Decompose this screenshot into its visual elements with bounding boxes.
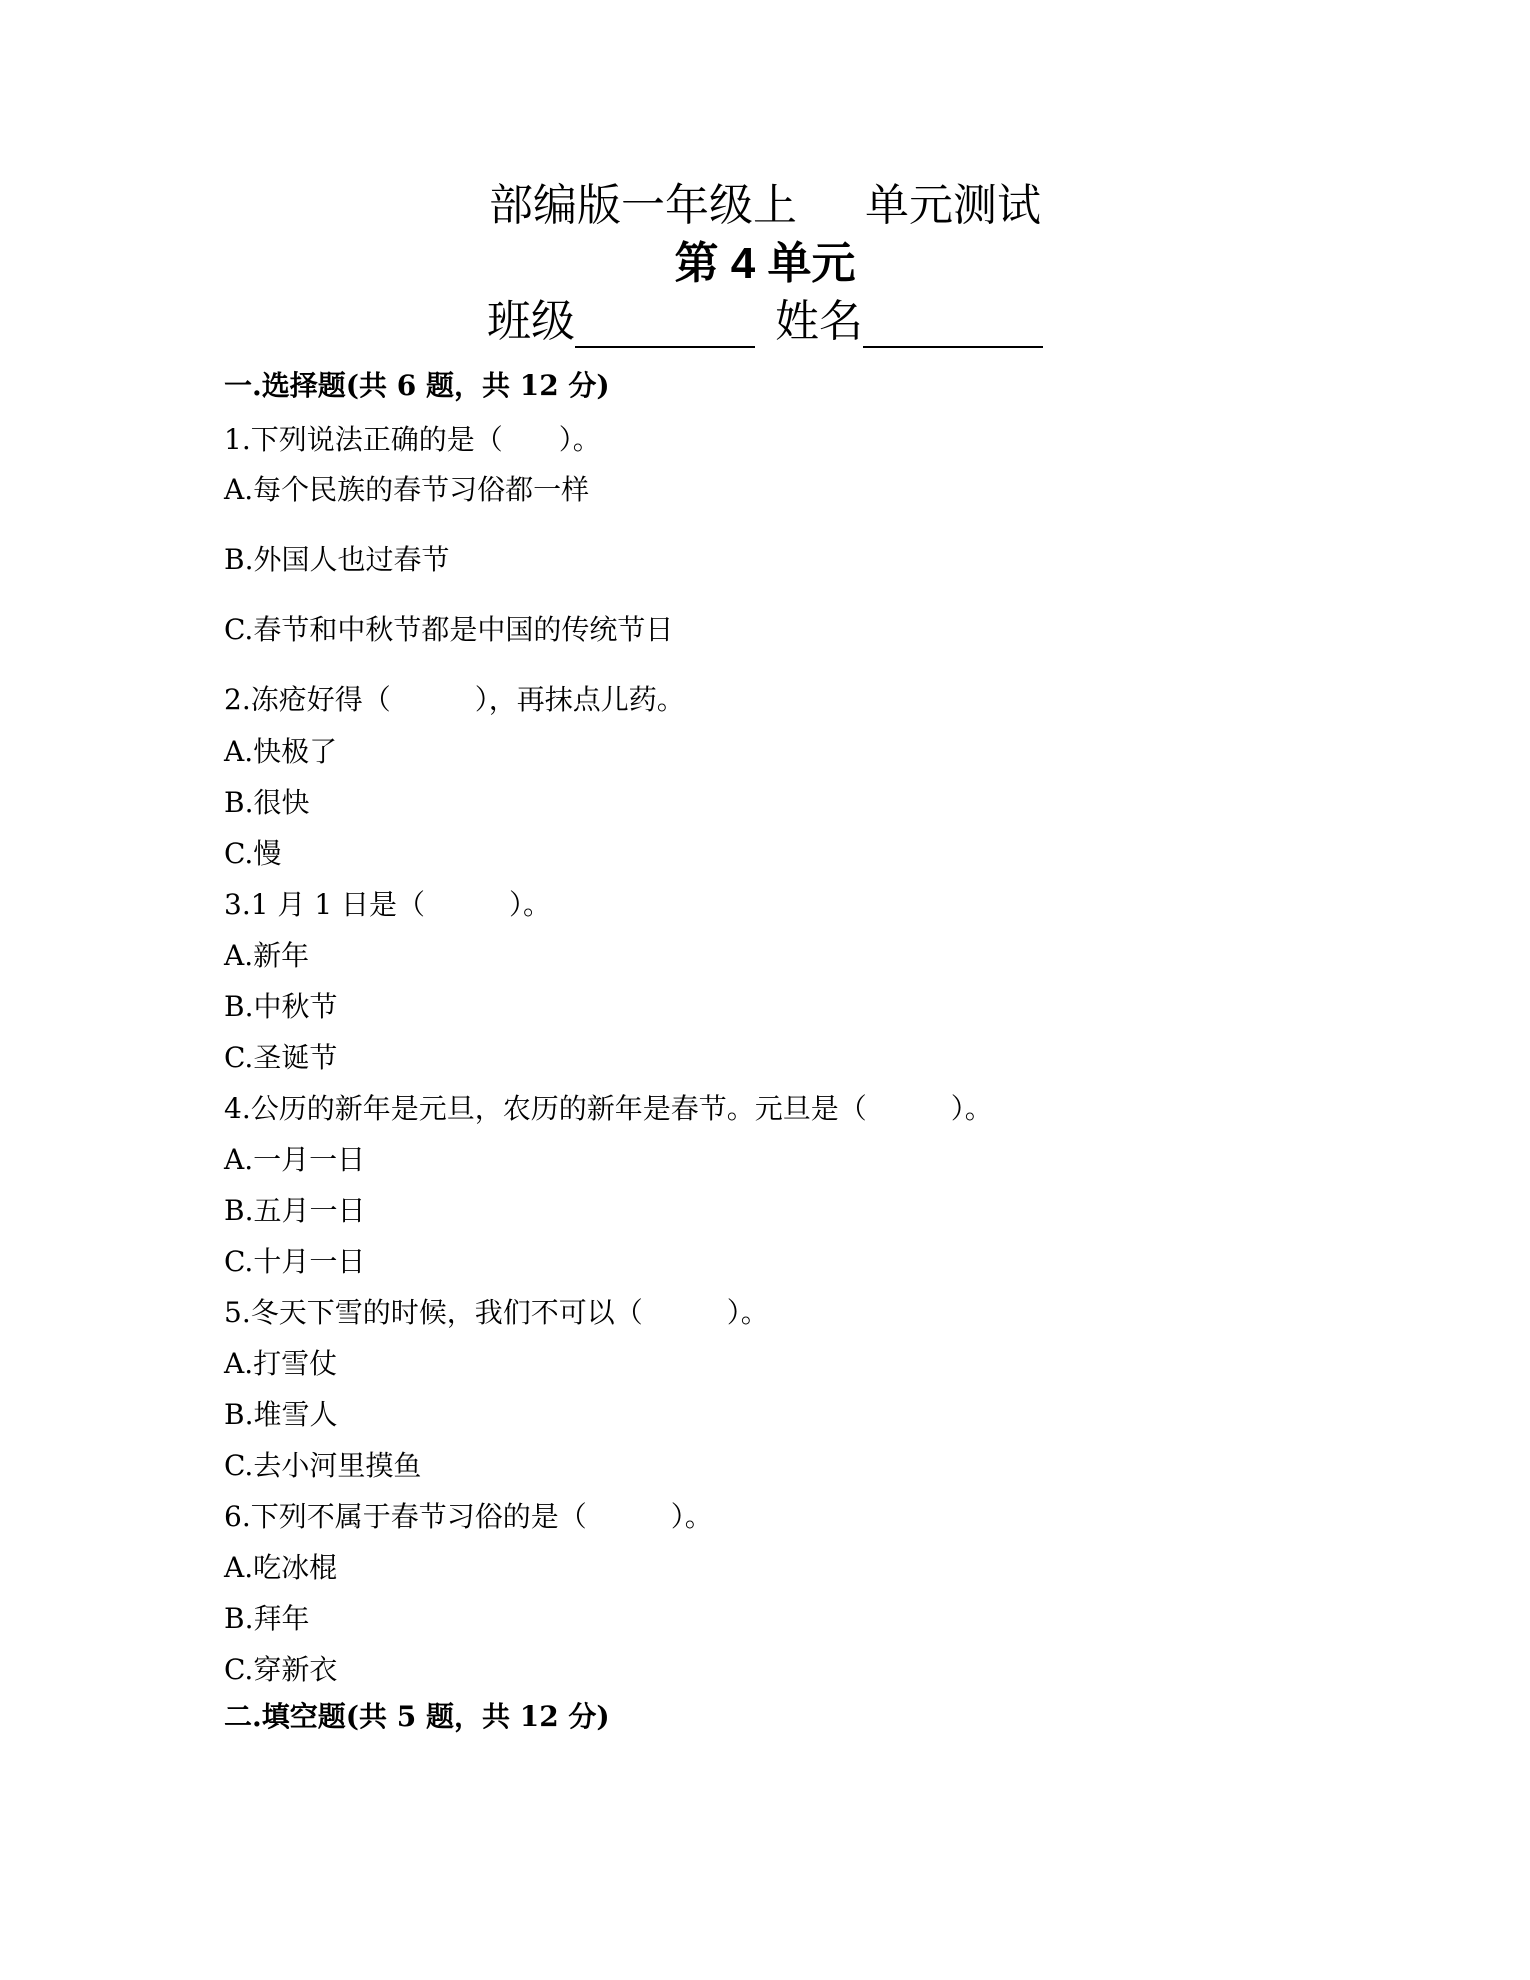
name-label: 姓名 bbox=[775, 296, 863, 347]
question-option: B.外国人也过春节 bbox=[224, 543, 450, 576]
question-option: A.一月一日 bbox=[224, 1143, 366, 1176]
section-heading-choice: 一.选择题(共 6 题，共 12 分) bbox=[224, 369, 610, 402]
title-main: 部编版一年级上 bbox=[489, 181, 797, 230]
question-option: B.堆雪人 bbox=[224, 1398, 338, 1431]
question-option: C.慢 bbox=[224, 837, 282, 870]
question-option: C.穿新衣 bbox=[224, 1653, 338, 1686]
worksheet-title bbox=[0, 180, 1530, 232]
student-info-line bbox=[0, 296, 1530, 348]
question-stem: 4.公历的新年是元旦，农历的新年是春节。元旦是（ ）。 bbox=[224, 1092, 993, 1125]
question-option: A.吃冰棍 bbox=[224, 1551, 338, 1584]
question-option: C.圣诞节 bbox=[224, 1041, 338, 1074]
question-option: A.快极了 bbox=[224, 735, 338, 768]
name-blank bbox=[863, 306, 1043, 348]
question-stem: 3.1 月 1 日是（ ）。 bbox=[224, 888, 552, 921]
question-option: B.中秋节 bbox=[224, 990, 338, 1023]
question-option: C.去小河里摸鱼 bbox=[224, 1449, 422, 1482]
question-option: C.春节和中秋节都是中国的传统节日 bbox=[224, 613, 674, 646]
question-option: A.每个民族的春节习俗都一样 bbox=[224, 473, 590, 506]
question-option: B.五月一日 bbox=[224, 1194, 366, 1227]
unit-title: 第 4 单元 bbox=[674, 239, 856, 288]
question-option: A.新年 bbox=[224, 939, 310, 972]
section-heading-fill-in: 二.填空题(共 5 题，共 12 分) bbox=[224, 1700, 610, 1733]
question-stem: 6.下列不属于春节习俗的是（ ）。 bbox=[224, 1500, 713, 1533]
question-stem: 1.下列说法正确的是（ ）。 bbox=[224, 423, 601, 456]
question-option: A.打雪仗 bbox=[224, 1347, 338, 1380]
question-option: B.拜年 bbox=[224, 1602, 310, 1635]
question-option: C.十月一日 bbox=[224, 1245, 366, 1278]
class-label: 班级 bbox=[487, 296, 575, 347]
title-sub: 单元测试 bbox=[865, 181, 1041, 230]
question-stem: 5.冬天下雪的时候，我们不可以（ ）。 bbox=[224, 1296, 769, 1329]
class-blank bbox=[575, 306, 755, 348]
question-option: B.很快 bbox=[224, 786, 310, 819]
question-stem: 2.冻疮好得（ ），再抹点儿药。 bbox=[224, 683, 685, 716]
